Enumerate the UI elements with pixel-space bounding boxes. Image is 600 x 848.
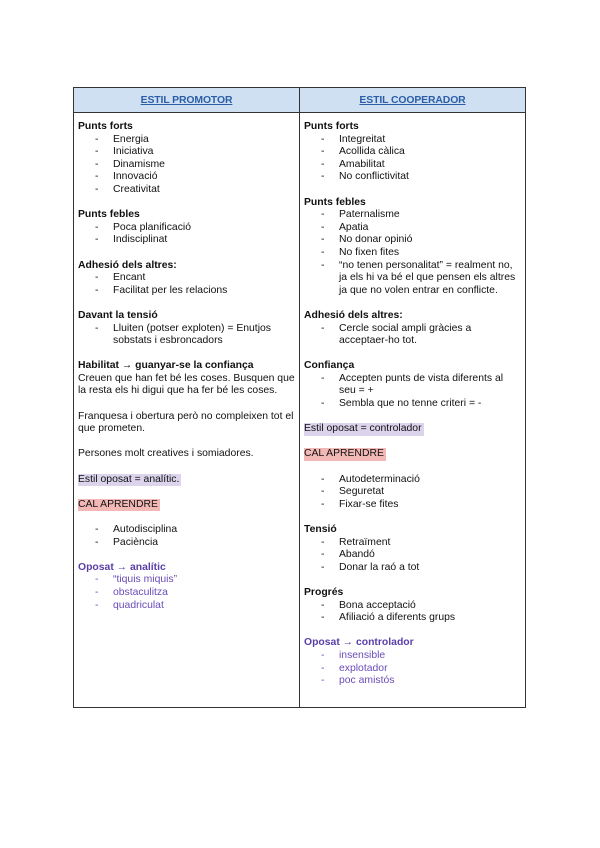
paragraph: Creuen que han fet bé les coses. Busquen que la resta els hi digui que ha fer bé les coses. <box>78 372 295 397</box>
section-adhesio <box>304 310 521 348</box>
list-item: - Indisciplinat <box>78 234 295 247</box>
section-title: Punts forts <box>304 121 359 132</box>
section-title: Punts febles <box>304 196 366 208</box>
list-item: - “no tenen personalitat” = realment no, ja els hi va bé el que pensen els altres ja que no volen entrar en conflicte. <box>304 260 521 298</box>
section-title: Davant la tensió <box>78 309 158 321</box>
list-item: - poc amistós <box>304 675 521 688</box>
list-item: - Abandó <box>304 549 521 562</box>
section-confianca <box>304 360 521 410</box>
cal-aprendre-row <box>304 448 521 461</box>
section-punts-forts <box>304 121 521 184</box>
list <box>304 134 521 184</box>
section-adhesio <box>78 260 295 298</box>
list <box>78 272 295 297</box>
header-cell-cooperador <box>299 88 525 112</box>
list-item: - Integreitat <box>304 134 521 147</box>
oposat-highlight-row <box>304 423 521 436</box>
list-item: - Poca planificació <box>78 222 295 235</box>
section-aprendre <box>304 474 521 512</box>
list-item: - Acollida càlica <box>304 146 521 159</box>
table-body-row <box>74 113 525 707</box>
list <box>304 209 521 297</box>
list <box>304 323 521 348</box>
section-punts-febles <box>304 197 521 298</box>
list <box>304 600 521 625</box>
section-title: Punts febles <box>78 209 140 221</box>
cal-aprendre-row <box>78 499 295 512</box>
column-cooperador <box>299 113 525 707</box>
header-cooperador: ESTIL COOPERADOR <box>359 94 466 106</box>
list-item: - Afiliació a diferents grups <box>304 612 521 625</box>
list-item: - Bona acceptació <box>304 600 521 613</box>
estil-oposat-highlight: Estil oposat = controlador <box>304 423 422 435</box>
list-item: - Apatia <box>304 222 521 235</box>
styles-table <box>73 87 526 708</box>
list <box>78 323 295 348</box>
list-item: - Sembla que no tenne criteri = - <box>304 398 521 411</box>
table-header-row <box>74 88 525 113</box>
list-item: - Accepten punts de vista diferents al seu = + <box>304 373 521 398</box>
list-item: - Amabilitat <box>304 159 521 172</box>
list <box>304 650 521 688</box>
list-item: - Dinamisme <box>78 159 295 172</box>
list <box>78 574 295 612</box>
section-title: Tensió <box>304 524 337 535</box>
column-promotor <box>74 113 299 707</box>
paragraph-persones: Persones molt creatives i somiadores. <box>78 448 254 460</box>
section-oposat <box>304 637 521 687</box>
list-item: - obstaculitza <box>78 587 295 600</box>
list-item: - No conflictivitat <box>304 171 521 184</box>
header-promotor: ESTIL PROMOTOR <box>140 94 233 106</box>
list-item: - Donar la raó a tot <box>304 562 521 575</box>
list-item: - Paternalisme <box>304 209 521 222</box>
list <box>304 373 521 411</box>
section-title: Oposat → analític <box>78 561 166 573</box>
list-item: - Innovació <box>78 171 295 184</box>
list-item: - Lluiten (potser exploten) = Enutjos sobstats i esbroncadors <box>78 323 295 348</box>
section-title: Habilitat → guanyar-se la confiança <box>78 360 254 372</box>
list-item: - Retraïment <box>304 537 521 550</box>
section-habilitat <box>78 360 295 398</box>
section-oposat <box>78 562 295 612</box>
list <box>78 134 295 197</box>
section-title: Oposat → controlador <box>304 637 414 649</box>
list-item: - insensible <box>304 650 521 663</box>
list-item: - Autodisciplina <box>78 524 295 537</box>
list-item: - No donar opinió <box>304 234 521 247</box>
section-title: Punts forts <box>78 121 133 132</box>
list-item: - Paciència <box>78 537 295 550</box>
section-title: Adhesió dels altres: <box>78 259 177 271</box>
list-item: - Iniciativa <box>78 146 295 159</box>
section-title: Confiança <box>304 360 355 372</box>
list <box>304 537 521 575</box>
list <box>304 474 521 512</box>
section-progres <box>304 587 521 625</box>
list-item: - quadriculat <box>78 600 295 613</box>
list-item: - Fixar-se fites <box>304 499 521 512</box>
section-aprendre <box>78 524 295 549</box>
header-cell-promotor <box>74 88 299 112</box>
estil-oposat-highlight: Estil oposat = analític. <box>78 473 180 485</box>
list-item: - Cercle social ampli gràcies a acceptaer-ho tot. <box>304 323 521 348</box>
list <box>78 222 295 247</box>
section-title: Progrés <box>304 586 344 598</box>
paragraph-franquesa: Franquesa i obertura però no compleixen tot el que prometen. <box>78 410 294 435</box>
section-davant-tensio <box>78 310 295 348</box>
cal-aprendre-highlight: CAL APRENDRE <box>304 448 384 460</box>
list-item: - Encant <box>78 272 295 285</box>
section-title: Adhesió dels altres: <box>304 309 403 321</box>
list-item: - Facilitat per les relacions <box>78 285 295 298</box>
list-item: - explotador <box>304 663 521 676</box>
list-item: - Autodeterminació <box>304 474 521 487</box>
list-item: - Energia <box>78 134 295 147</box>
oposat-highlight-row <box>78 474 295 487</box>
list <box>78 524 295 549</box>
section-tensio <box>304 524 521 574</box>
list-item: - Creativitat <box>78 184 295 197</box>
list-item: - No fixen fites <box>304 247 521 260</box>
list-item: - “tiquis miquis” <box>78 574 295 587</box>
cal-aprendre-highlight: CAL APRENDRE <box>78 498 158 510</box>
section-punts-forts <box>78 121 295 197</box>
list-item: - Seguretat <box>304 486 521 499</box>
section-punts-febles <box>78 209 295 247</box>
